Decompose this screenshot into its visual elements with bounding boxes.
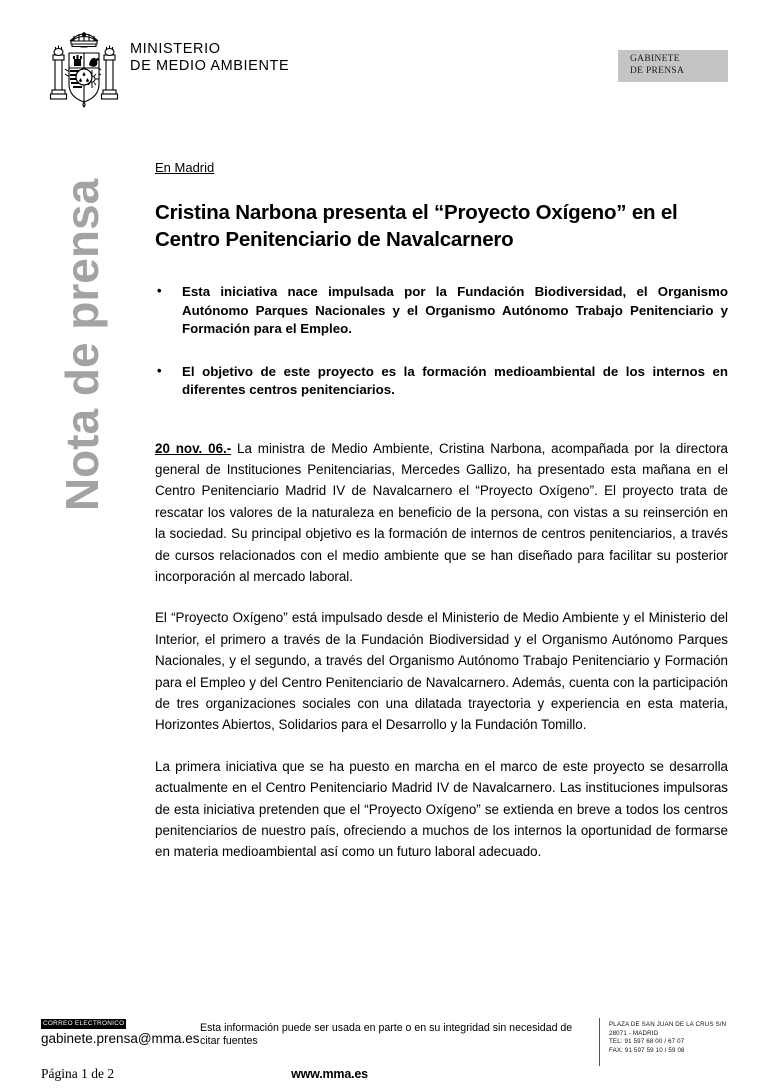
address-line-4: FAX: 91 597 59 10 / 59 08 (609, 1046, 685, 1054)
footer-divider (41, 1008, 729, 1009)
ministry-line-2: DE MEDIO AMBIENTE (130, 58, 290, 74)
ministry-name (130, 41, 289, 75)
address-line-3: TEL: 91 597 68 00 / 67 07 (609, 1038, 685, 1046)
list-item: • Esta iniciativa nace impulsada por la Fundación Biodiversidad, el Organismo Autónomo Parques Nacionales y el Organismo Autónomo Trabajo Penitenciario y Formación para el Empleo. (155, 283, 728, 339)
dateline-location: En Madrid (155, 160, 215, 175)
website-url-text: www.mma.es (291, 1067, 368, 1081)
email-label-badge: CORREO ELECTRONICO (43, 1020, 125, 1027)
page-footer (0, 1008, 769, 1088)
paragraph-1-text: La ministra de Medio Ambiente, Cristina Narbona, acompañada por la directora general de Instituciones Penitenciarias, Mercedes Gallizo, ha presentado esta mañana en el Centro Penitenciario Madrid IV de Navalcarnero el “Proyecto Oxígeno”. El proyecto trata de rescatar los valores de la naturaleza en beneficio de la persona, con vistas a su reinserción en la sociedad. Su principal objetivo es la formación de internos de centros penitenciarios, a través de cursos relacionados con el medio ambiente que se han diseñado para facilitar su posterior incorporación al mercado laboral. (155, 440, 728, 584)
website-url[interactable] (0, 1067, 769, 1081)
body-paragraph-3: La primera iniciativa que se ha puesto en marcha en el marco de este proyecto se desarrolla actualmente en el Centro Penitenciario Madrid IV de Navalcarnero. Las instituciones impulsoras de esta iniciativa pretenden que el “Proyecto Oxígeno” se extienda en breve a todos los centros penitenciarios de nuestro país, ofreciendo a muchos de los internos la oportunidad de formarse en materia medioambiental así como un futuro laboral adecuado. (155, 758, 728, 860)
headline-line-2: Centro Penitenciario de Navalcarnero (155, 228, 514, 251)
document-body (155, 160, 728, 863)
ministry-line-1: MINISTERIO (130, 41, 221, 57)
press-office-line-2: DE PRENSA (630, 65, 685, 76)
page-number: Página 1 de 2 (41, 1066, 115, 1081)
spanish-coat-of-arms-icon (41, 27, 127, 113)
address-line-2: 28071 - MADRID (609, 1029, 659, 1037)
press-release-date: 20 nov. 06.- (155, 440, 232, 456)
summary-bullet-list (155, 283, 728, 400)
body-paragraph-2: El “Proyecto Oxígeno” está impulsado desde el Ministerio de Medio Ambiente y el Ministerio del Interior, el primero a través de la Fundación Biodiversidad y el Organismo Autónomo Parques Nacionales, y el segundo, a través del Organismo Autónomo Trabajo Penitenciario y Formación para el Empleo y del Centro Penitenciario de Navalcarnero. Además, cuenta con la participación de tres organizaciones sociales con una dilatada trayectoria y experiencia en esta materia, Horizontes Abiertos, Solidarios para el Desarrollo y la Fundación Tomillo. (155, 610, 728, 733)
headline-line-1: Cristina Narbona presenta el “Proyecto Oxígeno” en el (155, 201, 678, 224)
sidebar-vertical-title: Nota de prensa (56, 178, 108, 512)
press-office-badge (618, 50, 728, 82)
page-title (155, 199, 728, 253)
address-divider (599, 1018, 600, 1066)
press-office-line-1: GABINETE (630, 54, 680, 64)
contact-email[interactable]: gabinete.prensa@mma.es (41, 1031, 200, 1046)
list-item: • El objetivo de este proyecto es la formación medioambiental de los internos en diferentes centros penitenciarios. (155, 363, 728, 400)
postal-address (609, 1021, 759, 1055)
usage-notice: Esta información puede ser usada en parte o en su integridad sin necesidad de citar fuentes (200, 1022, 573, 1047)
page-header (0, 0, 769, 125)
address-line-1: PLAZA DE SAN JUAN DE LA CRUS S/N (609, 1021, 727, 1028)
body-paragraph-1 (155, 438, 728, 588)
